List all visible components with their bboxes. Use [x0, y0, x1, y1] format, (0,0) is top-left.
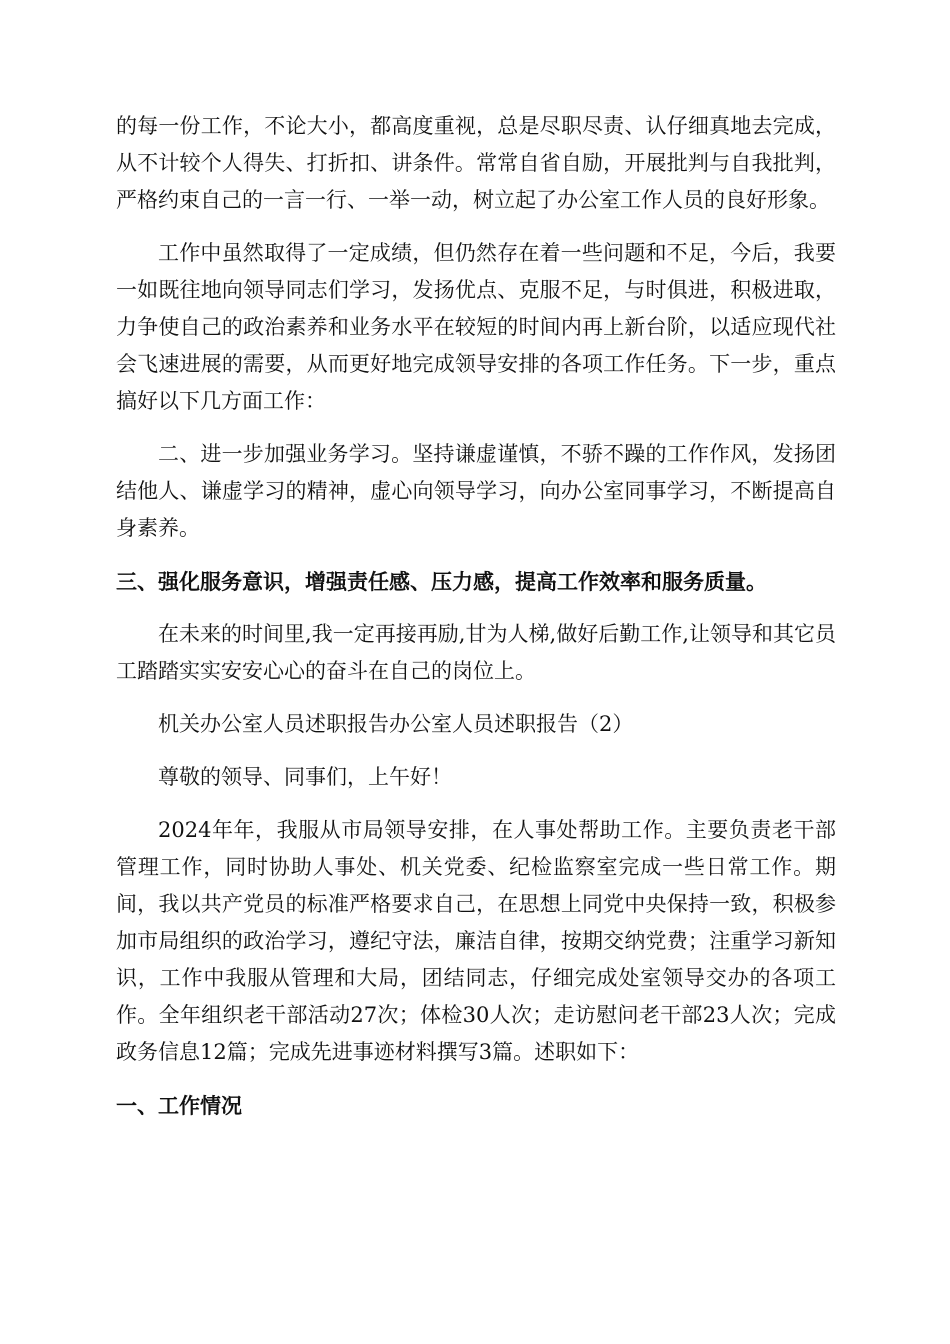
paragraph-study: 二、进一步加强业务学习。坚持谦虚谨慎，不骄不躁的工作作风，发扬团结他人、谦虚学习的精神，虚心向领导学习，向办公室同事学习，不断提高自身素养。 — [116, 442, 836, 540]
paragraph-continuation: 的每一份工作，不论大小，都高度重视，总是尽职尽责、认仔细真地去完成，从不计较个人得失、打折扣、讲条件。常常自省自励，开展批判与自我批判，严格约束自己的一言一行、一举一动，树立起了办公室工作人员的良好形象。 — [116, 114, 836, 212]
section-heading-service: 三、强化服务意识，增强责任感、压力感，提高工作效率和服务质量。 — [116, 569, 767, 594]
report-title: 机关办公室人员述职报告办公室人员述职报告（2） — [158, 712, 634, 736]
greeting: 尊敬的领导、同事们，上午好！ — [158, 765, 452, 789]
document-body — [116, 108, 836, 1140]
section-heading-work: 一、工作情况 — [116, 1093, 242, 1118]
paragraph-future: 在未来的时间里,我一定再接再励,甘为人梯,做好后勤工作,让领导和其它员工踏踏实实安安心心的奋斗在自己的岗位上。 — [116, 622, 836, 683]
paragraph-summary: 2024年年，我服从市局领导安排，在人事处帮助工作。主要负责老干部管理工作，同时协助人事处、机关党委、纪检监察室完成一些日常工作。期间，我以共产党员的标准严格要求自己，在思想上同党中央保持一致，积极参加市局组织的政治学习，遵纪守法，廉洁自律，按期交纳党费；注重学习新知识，工作中我服从管理和大局，团结同志，仔细完成处室领导交办的各项工作。全年组织老干部活动27次；体检30人次；走访慰问老干部23人次；完成政务信息12篇；完成先进事迹材料撰写3篇。述职如下： — [116, 818, 836, 1064]
paragraph-achievements: 工作中虽然取得了一定成绩，但仍然存在着一些问题和不足，今后，我要一如既往地向领导同志们学习，发扬优点、克服不足，与时俱进，积极进取，力争使自己的政治素养和业务水平在较短的时间内再上新台阶，以适应现代社会飞速进展的需要，从而更好地完成领导安排的各项工作任务。下一步，重点搞好以下几方面工作： — [116, 241, 836, 413]
